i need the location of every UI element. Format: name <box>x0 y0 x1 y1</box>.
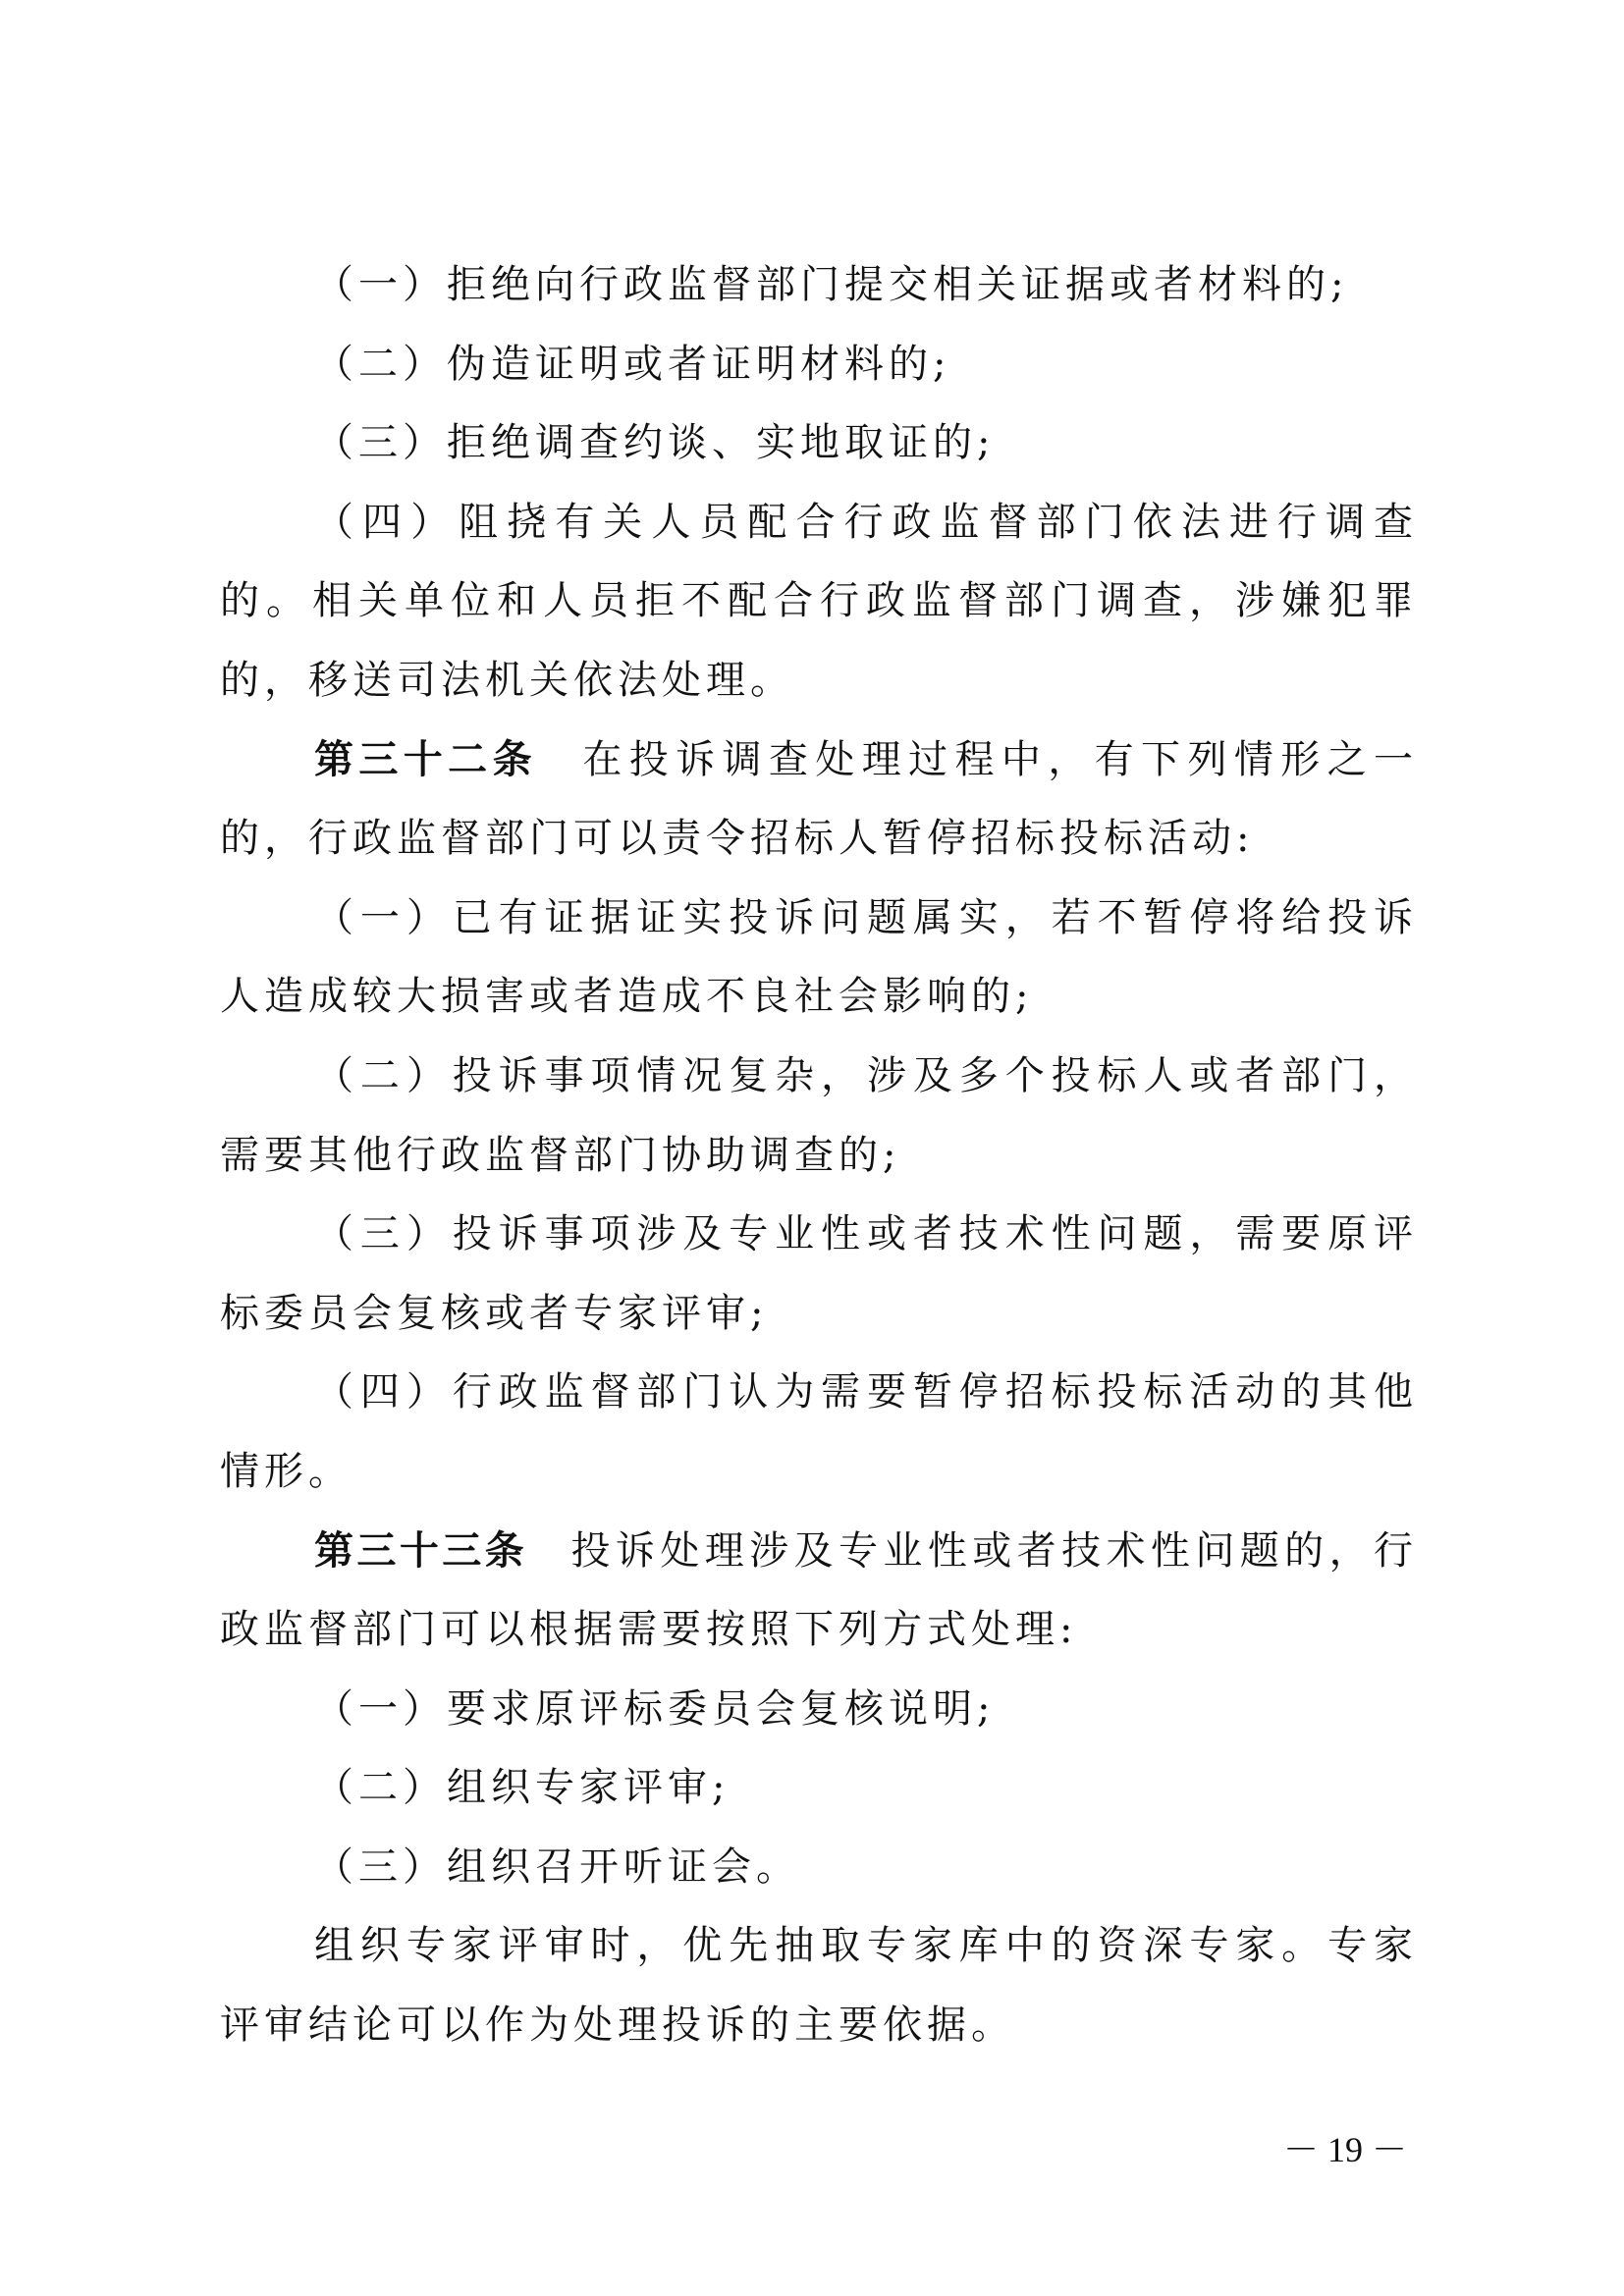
paragraph-refuse-interview <box>220 403 1418 483</box>
article-heading: 第三十二条 <box>314 736 537 782</box>
paragraph-text: 投诉处理涉及专业性或者技术性问题的，行政监督部门可以根据需要按照下列方式处理: <box>220 1527 1419 1653</box>
paragraph-text: （二）组织专家评审; <box>314 1765 731 1811</box>
paragraph-text: 在投诉调查处理过程中，有下列情形之一的，行政监督部门可以责令招标人暂停招标投标活动: <box>220 736 1419 862</box>
paragraph-refuse-submit-evidence <box>220 245 1418 325</box>
article-32 <box>220 721 1418 879</box>
paragraph-text: （三）投诉事项涉及专业性或者技术性问题，需要原评标委员会复核或者专家评审; <box>220 1211 1418 1336</box>
article-33 <box>220 1512 1418 1670</box>
paragraph-expert-selection <box>220 1906 1418 2064</box>
paragraph-text: （二）伪造证明或者证明材料的; <box>314 341 951 387</box>
paragraph-text: 组织专家评审时，优先抽取专家库中的资深专家。专家评审结论可以作为处理投诉的主要依据。 <box>220 1923 1418 2049</box>
paragraph-obstruct-investigation <box>220 483 1418 721</box>
paragraph-text: （二）投诉事项情况复杂，涉及多个投标人或者部门，需要其他行政监督部门协助调查的; <box>220 1052 1418 1178</box>
paragraph-technical-issue <box>220 1195 1418 1353</box>
paragraph-evidence-confirmed <box>220 879 1418 1037</box>
paragraph-forge-certificate <box>220 325 1418 404</box>
paragraph-text: （四）阻挠有关人员配合行政监督部门依法进行调查的。相关单位和人员拒不配合行政监督部门调查，涉嫌犯罪的，移送司法机关依法处理。 <box>220 499 1418 703</box>
paragraph-other-circumstances <box>220 1353 1418 1511</box>
paragraph-text: （一）要求原评标委员会复核说明; <box>314 1685 996 1732</box>
paragraph-text: （一）拒绝向行政监督部门提交相关证据或者材料的; <box>314 262 1349 307</box>
paragraph-text: （三）组织召开听证会。 <box>314 1843 800 1890</box>
paragraph-hearing <box>220 1828 1418 1907</box>
paragraph-expert-review <box>220 1748 1418 1828</box>
paragraph-text: （四）行政监督部门认为需要暂停招标投标活动的其他情形。 <box>220 1369 1418 1494</box>
paragraph-text: （三）拒绝调查约谈、实地取证的; <box>314 420 996 466</box>
document-body <box>220 245 1418 2065</box>
paragraph-text: （一）已有证据证实投诉问题属实，若不暂停将给投诉人造成较大损害或者造成不良社会影响的; <box>220 894 1418 1020</box>
page-number: － 19 － <box>1282 2130 1407 2169</box>
article-heading: 第三十三条 <box>314 1527 528 1574</box>
paragraph-complex-matter <box>220 1037 1418 1195</box>
paragraph-request-review <box>220 1670 1418 1749</box>
